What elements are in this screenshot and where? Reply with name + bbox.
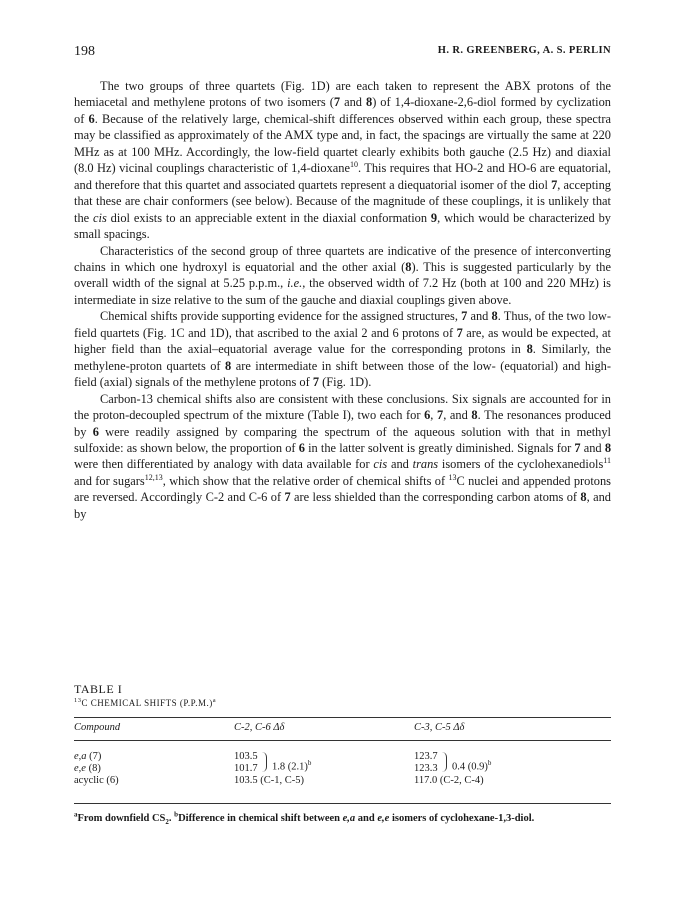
- footnote-text: Difference in chemical shift between: [178, 813, 343, 824]
- table-cell-c3-c5: 123.7: [414, 751, 438, 762]
- grouping-brace: [262, 752, 267, 772]
- text-run: , the observed width of 7.2 Hz (both at 100 and 220 MHz) is intermediate in size relative to the sum of the gauche and diaxial couplings given above.: [74, 276, 611, 307]
- compound-ref: 8: [365, 95, 373, 110]
- text-run: and: [467, 309, 492, 324]
- subscript: 2: [165, 818, 169, 827]
- caption-text: C CHEMICAL SHIFTS (P.P.M.): [81, 698, 213, 708]
- paragraph-4: [74, 391, 611, 523]
- compound-ref: 6: [298, 440, 305, 455]
- compound-ref: 8: [491, 309, 498, 324]
- text-run: isomers of the cyclohexanediols: [438, 457, 604, 472]
- table-cell-c2-c6: 101.7: [234, 763, 258, 774]
- text-run: . This requires that HO-2 and HO-6 are equatorial, and therefore that this quartet and associated quartets represent a diequatorial isomer of the diol: [74, 161, 611, 192]
- table-cell-c3-c5: 123.3: [414, 763, 438, 774]
- header-compound: Compound: [74, 722, 121, 733]
- italic-term: cis: [373, 457, 388, 472]
- footnote-text: isomers of cyclohexane-1,3-diol.: [389, 813, 535, 824]
- table-cell-difference: [452, 757, 491, 774]
- footnote-mark: b: [174, 810, 179, 819]
- page-header: [74, 44, 611, 62]
- compound-ref: 7: [456, 325, 463, 340]
- footnote-mark: a: [212, 697, 217, 704]
- text-run: in the latter solvent is greatly diminished. Signals for: [304, 440, 575, 455]
- table-cell-difference: [272, 757, 311, 774]
- text-run: and: [340, 95, 366, 110]
- compound-ref: 8: [405, 259, 412, 274]
- text-run: are less shielded than the corresponding carbon atoms of: [290, 490, 581, 505]
- compound-number: (7): [89, 751, 102, 762]
- citation-ref: 11: [603, 456, 611, 466]
- table-caption: [74, 698, 611, 711]
- table-cell-compound: [74, 751, 101, 763]
- text-run: . Similarly, the methylene-proton quartets of: [74, 342, 611, 373]
- text-run: Chemical shifts provide supporting evidence for the assigned structures,: [100, 309, 462, 324]
- isotope-superscript: 13: [74, 697, 82, 704]
- table-footnote: [74, 812, 611, 829]
- text-run: and: [580, 440, 605, 455]
- text-run: . The resonances produced by: [74, 408, 611, 439]
- compound-ref: 7: [574, 440, 581, 455]
- table-cell-compound: [74, 763, 101, 775]
- compound-ref: 6: [424, 408, 431, 423]
- text-run: , and by: [74, 490, 611, 521]
- table-cell-c2-c6: 103.5: [234, 751, 258, 762]
- compound-ref: 8: [225, 358, 232, 373]
- header-c2-c6: C-2, C-6 Δδ: [234, 722, 285, 733]
- table-body: [74, 751, 611, 803]
- compound-ref: 6: [88, 111, 95, 126]
- text-run: and: [387, 457, 413, 472]
- stereo-descriptor: e,e: [74, 763, 86, 774]
- compound-ref: 6: [92, 424, 99, 439]
- compound-number: (8): [88, 763, 101, 774]
- text-run: C nuclei and appended protons are reversed. Accordingly C-2 and C-6 of: [74, 473, 611, 505]
- table-label: TABLE I: [74, 682, 123, 696]
- text-run: , accepting that these are chair conformers (see below). Because of the magnitude of these couplings, it is unlikely that the: [74, 177, 611, 225]
- body-text: [74, 78, 611, 522]
- italic-term: cis: [93, 210, 107, 225]
- compound-ref: 7: [284, 490, 291, 505]
- table-1: [74, 682, 611, 829]
- difference-value: 1.8 (2.1): [272, 761, 308, 773]
- text-run: ). This is suggested particularly by the overall width of the signal at 5.25 p.p.m.,: [74, 259, 611, 291]
- compound-ref: 7: [551, 177, 558, 192]
- footnote-mark: a: [74, 810, 78, 819]
- table-header-rule: [74, 740, 611, 741]
- paragraph-2: [74, 243, 611, 309]
- page-number: 198: [74, 44, 95, 59]
- paragraph-1: [74, 78, 611, 243]
- footnote-mark: b: [307, 759, 312, 767]
- footnote-mark: b: [487, 759, 492, 767]
- text-run: . Because of the relatively large, chemical-shift differences observed within each group, these spectra may be classified as approximately of the AMX type and, in fact, the spacings are virtually the same at 220 MHz as at 100 MHz. Accordingly, the low-field quartet clearly exhibits both gauche (2.5 Hz) and diaxial (8.0 Hz) vicinal couplings characteristic of 1,4-dioxane: [74, 111, 611, 176]
- text-run: are, as would be expected, at higher field than the axial–equatorial average value for the corresponding protons in: [74, 325, 611, 357]
- text-run: and for sugars: [74, 473, 145, 488]
- grouping-brace: [442, 752, 447, 772]
- text-run: ) of 1,4-dioxane-2,6-diol formed by cyclization of: [74, 95, 611, 126]
- compound-ref: 8: [526, 342, 533, 357]
- text-run: , and: [443, 408, 472, 423]
- compound-ref: 8: [604, 440, 612, 455]
- text-run: . Thus, of the two low-field quartets (Fig. 1C and 1D), that ascribed to the axial 2 and 6 protons of: [74, 309, 611, 340]
- table-header-row: [74, 718, 611, 740]
- compound-ref: 7: [437, 408, 444, 423]
- italic-term: trans: [412, 457, 439, 472]
- footnote-text: .: [168, 813, 175, 824]
- stereo-descriptor: e,e: [377, 813, 390, 824]
- table-cell-c3-c5: 117.0 (C-2, C-4): [414, 775, 484, 786]
- text-run: were then differentiated by analogy with data available for: [74, 457, 374, 472]
- running-head: H. R. GREENBERG, A. S. PERLIN: [437, 45, 611, 56]
- text-run: were readily assigned by comparing the spectrum of the aqueous solution with that in methyl sulfoxide: as shown below, the proportion of: [74, 424, 611, 455]
- difference-value: 0.4 (0.9): [452, 761, 488, 773]
- citation-ref: 12,13: [144, 472, 163, 482]
- italic-term: i.e.: [287, 276, 303, 291]
- text-run: , which would be characterized by small spacings.: [74, 210, 611, 242]
- compound-ref: 7: [333, 95, 341, 110]
- stereo-descriptor: e,a: [74, 751, 87, 762]
- text-run: Carbon-13 chemical shifts also are consistent with these conclusions. Six signals are accounted for in the proton-decoupled spectrum of the mixture (Table I), two each for: [74, 391, 611, 423]
- table-cell-c2-c6: 103.5 (C-1, C-5): [234, 775, 304, 786]
- compound-ref: 7: [312, 375, 320, 390]
- citation-ref: 10: [349, 160, 358, 170]
- table-cell-compound: acyclic (6): [74, 775, 119, 786]
- compound-ref: 8: [580, 490, 587, 505]
- compound-ref: 7: [461, 309, 468, 324]
- footnote-text: From downfield CS: [77, 813, 166, 824]
- footnote-text: and: [355, 813, 378, 824]
- header-c3-c5: C-3, C-5 Δδ: [414, 722, 465, 733]
- text-run: are intermediate in shift between those of the low- (equatorial) and high-field (axial) signals of the methylene protons of: [74, 358, 611, 390]
- paragraph-3: [74, 308, 611, 390]
- compound-ref: 8: [471, 408, 478, 423]
- text-run: ,: [430, 408, 437, 423]
- table-bottom-rule: [74, 803, 611, 804]
- compound-ref: 9: [430, 210, 438, 225]
- text-run: (Fig. 1D).: [319, 375, 372, 390]
- isotope-superscript: 13: [448, 472, 457, 482]
- text-run: The two groups of three quartets (Fig. 1D) are each taken to represent the ABX protons of the hemiacetal and methylene protons of two isomers (: [74, 79, 611, 110]
- stereo-descriptor: e,a: [342, 813, 356, 824]
- text-run: diol exists to an appreciable extent in the diaxial conformation: [106, 210, 431, 225]
- text-run: , which show that the relative order of chemical shifts of: [162, 473, 449, 488]
- text-run: Characteristics of the second group of three quartets are indicative of the presence of interconverting chains in which one hydroxyl is equatorial and the other axial (: [74, 243, 611, 274]
